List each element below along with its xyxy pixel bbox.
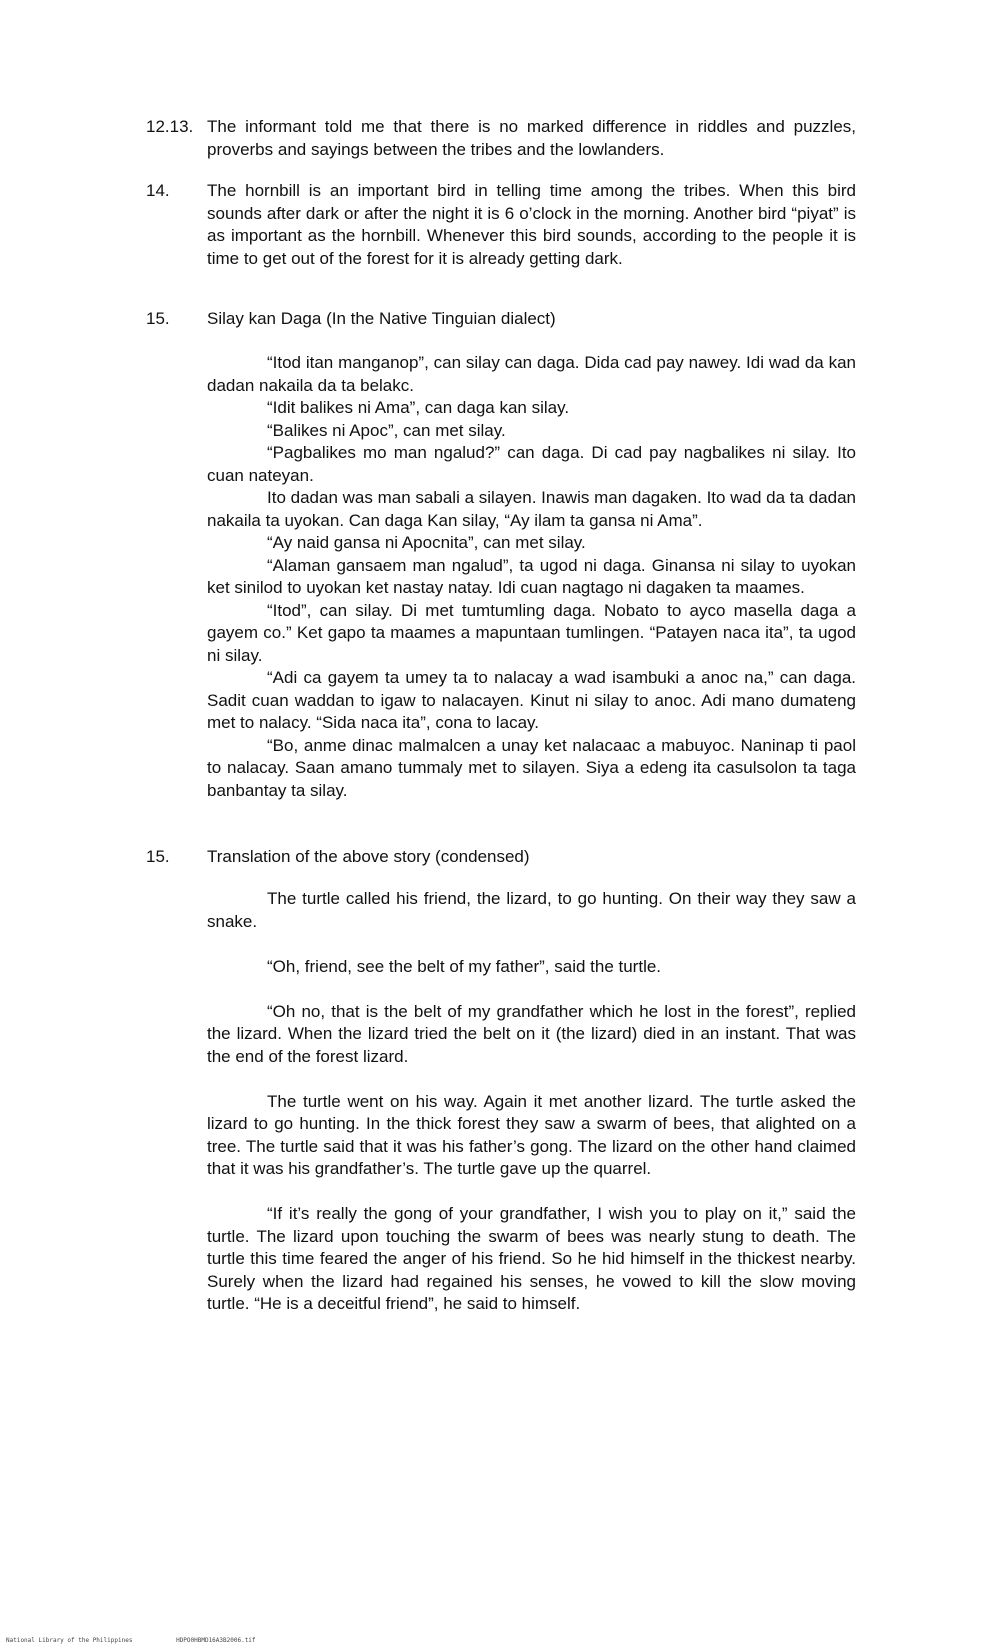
story-paragraph: “Ay naid gansa ni Apocnita”, can met silay. (267, 533, 586, 552)
translation-story (207, 888, 856, 1338)
library-name: National Library of the Philippines (6, 1637, 133, 1644)
item-number: 12.13. (146, 117, 194, 136)
story-paragraph: “Adi ca gayem ta umey ta to nalacay a wad isambuki a anoc na,” can daga. Sadit cuan waddan to igaw to nalacayen. Kinut ni silay to anoc. Adi mano dumateng met to nalacy. “Sida naca ita”, cona to lacay. (207, 668, 856, 732)
item-14 (146, 180, 856, 270)
item-text: The hornbill is an important bird in telling time among the tribes. When this bird sounds after dark or after the night it is 6 o’clock in the morning. Another bird “piyat” is as important as the hornbill. Whenever this bird sounds, according to the people it is time to get out of the forest for it is already getting dark. (207, 181, 856, 268)
story-paragraph: Ito dadan was man sabali a silayen. Inawis man dagaken. Ito wad da ta dadan nakaila ta uyokan. Can daga Kan silay, “Ay ilam ta gansa ni Ama”. (207, 488, 856, 530)
story-paragraph: “Pagbalikes mo man ngalud?” can daga. Di cad pay nagbalikes ni silay. Ito cuan nateyan. (207, 443, 856, 485)
translation-paragraph: The turtle went on his way. Again it met another lizard. The turtle asked the lizard to go hunting. In the thick forest they saw a swarm of bees, that alighted on a tree. The turtle said that it was his father’s gong. The lizard on the other hand claimed that it was his grandfather’s. The turtle gave up the quarrel. (207, 1091, 856, 1178)
translation-paragraph: “Oh no, that is the belt of my grandfather which he lost in the forest”, replied the lizard. When the lizard tried the belt on it (the lizard) died in an instant. That was the end of the forest lizard. (207, 1001, 856, 1066)
item-text: Silay kan Daga (In the Native Tinguian dialect) (207, 309, 556, 328)
story-paragraph: “Balikes ni Apoc”, can met silay. (267, 420, 506, 440)
item-number: 14. (146, 181, 170, 200)
translation-paragraph: The turtle called his friend, the lizard, to go hunting. On their way they saw a snake. (207, 889, 856, 931)
story-paragraph: “Itod”, can silay. Di met tumtumling daga. Nobato to ayco masella daga a gayem co.” Ket gapo ta maames a mapuntaan tumlingen. “Patayen naca ita”, ta ugod ni silay. (207, 600, 856, 665)
translation-paragraph: “Oh, friend, see the belt of my father”, said the turtle. (267, 956, 662, 976)
scan-footer (6, 1637, 256, 1645)
item-text: Translation of the above story (condensed) (207, 847, 530, 866)
native-story (207, 352, 856, 802)
scan-code: HDPO0HBMD16A3B2006.tif (176, 1637, 256, 1644)
item-15-heading (146, 308, 856, 331)
story-paragraph: “Itod itan manganop”, can silay can daga. Dida cad pay nawey. Idi wad da kan dadan nakaila da ta belakc. (207, 353, 856, 395)
translation-paragraph: “If it’s really the gong of your grandfather, I wish you to play on it,” said the turtle. The lizard upon touching the swarm of bees was nearly stung to death. The turtle this time feared the anger of his friend. So he hid himself in the thickest nearby. Surely when the lizard had regained his senses, he vowed to kill the slow moving turtle. “He is a deceitful friend”, he said to himself. (207, 1204, 856, 1313)
item-text: The informant told me that there is no marked difference in riddles and puzzles, proverbs and sayings between the tribes and the lowlanders. (207, 117, 856, 159)
item-12-13 (146, 116, 856, 161)
item-number: 15. (146, 847, 170, 866)
item-number: 15. (146, 309, 170, 328)
story-paragraph: “Bo, anme dinac malmalcen a unay ket nalacaac a mabuyoc. Naninap ti paol to nalacay. Saan amano tummaly met to silayen. Siya a edeng ita casulsolon ta taga banbantay ta silay. (207, 735, 856, 800)
story-paragraph: “Idit balikes ni Ama”, can daga kan silay. (267, 398, 570, 417)
item-15-translation-heading (146, 846, 856, 869)
story-paragraph: “Alaman gansaem man ngalud”, ta ugod ni daga. Ginansa ni silay to uyokan ket sinilod to uyokan ket nastay natay. Idi cuan nagtago ni dagaken ta maames. (207, 555, 856, 597)
